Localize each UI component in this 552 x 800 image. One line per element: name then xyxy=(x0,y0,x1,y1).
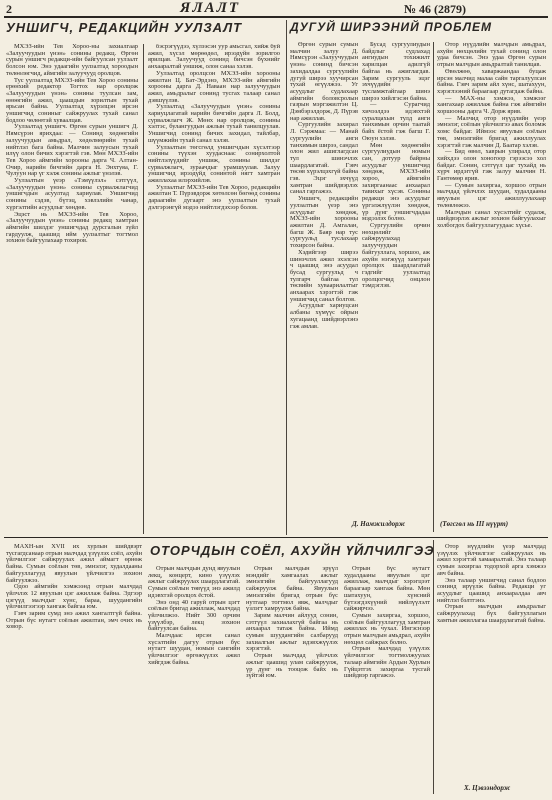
paragraph: Отрын малчдад үзүүлэх үйлчилгээг тогтмолжуулах талаар аймгийн Ардын Хурлын Гүйцэтгэх захиргаа тусгай шийдвэр гаргажээ. xyxy=(344,645,430,680)
paragraph: — Сурагчид хичээлдээ идэвхтэй суралцахын тулд анги танхимын орчин таатай байх ёстой гэж багш Г. Оюун хэлэв. xyxy=(362,101,430,142)
paragraph: Асуудлыг хариуцсан албаны хүмүүс ойрын хугацаанд шийдвэрлэнэ гэж амлав. xyxy=(290,302,358,330)
page-number: 2 xyxy=(6,2,12,16)
middle-article-signature: Д. Намжилдорж xyxy=(352,520,406,528)
bottom-article-signature: Х. Цэвээндорж xyxy=(464,784,511,792)
paragraph: Уулзалтад уншигч. Өргөн сурын уншигч Д. Нямсүрэн ярихдаа: — Сонинд хөдөөгийн залуучуудын амьдрал, хөдөлмөрийн тухай нийтлэл бага байна. Малчин залуусын тухай илүү олон бичих хэрэгтэй гэв. Мөн МХЭЗ-ийн Тев Хороо аймгийн хорооны дарга Ч. Алтан-Очир, нарийн бичгийн дарга Н. Энхтуяа, Г. Чулуун нар үг хэлж сонины ажлыг үнэлэв. xyxy=(6,123,138,178)
paragraph: МХЭЗ-ийн Тев Хороо-ны захиалгаар «Залуучуудын үнэн» сонины редакц. Өргөн сурын уншигч редакци-ийн байгуулсан уулзалт болсон юм. Энэ удаагийн уулзалтад хороодын төлөөлөгчид, аймгийн залуучууд оролцов. xyxy=(6,44,138,77)
paragraph: Сумын захиргаа, хоршоо, соёлын байгууллагууд хамтран ажиллах нь чухал. Ингэснээр отрын малчдын амьдрал, ахуйн нөхцөл сайжрах болно. xyxy=(344,611,430,646)
paragraph: Энэ онд 40 гаруй отрын цэгт соёлын бригад ажиллаж, малчдад үйлчилжээ. Нийт 300 орчим үзүүлбэр, лекц зохион байгуулсан байна. xyxy=(148,598,240,633)
paragraph: Малчдаас ирсэн санал хүсэлтийн дагуу отрын бүс нутагт шуудан, номын сангийн үйлчилгээг өргөжүүлэх ажил хийгдэж байна. xyxy=(148,632,240,666)
paragraph: Гэвч зарим сумд энэ ажил хангалтгүй байна. Отрын бүс нутагт соёлын ажилтан, эмч очих нь ховор. xyxy=(6,610,142,631)
column-divider xyxy=(286,20,287,535)
paragraph: Эцэст нь МХЭЗ-ийн Тев Хороо, «Залуучуудын үнэн» сонины редакц хамтран аймгийн шилдэг уншигчдад дурсгалын зүйл гардуулж, цаашид ийм уулзалтыг тогтмол зохион байгуулахаар тохиров. xyxy=(6,210,138,245)
paragraph: — Малчид отор нүүдлийн үеэр эмнэлэг, соёлын үйлчилгээ авах боломж хомс байдаг. Иймээс явуулын соёлын төв, эмнэлгийн бригад ажиллуулах хэрэгтэй гэж малчин Д. Баатар хэлэв. xyxy=(437,114,546,149)
bottom-headline: ОТОРЧДЫН СОЁЛ, АХУЙН ҮЙЛЧИЛГЭЭ xyxy=(150,543,435,558)
paragraph: Бусад сургуулиудын байдлыг судлахад ангиудын тохижилт харилцан адилгүй байгаа нь ажиглагдав. Зарим сургууль эцэг эхчүүдийн тусламжтайгаар шинэ ширээ хийлгэсэн байна. xyxy=(362,42,430,102)
masthead-rule xyxy=(4,16,548,18)
paragraph: Отрын бүс нутагт худалдааны явуулын цэг ажиллаж, малчдыг хэрэгцээт бараагаар хангаж байна. Мөн шатахуун, хүнсний бүтээгдэхүүний нийлүүлэлт сайжирчээ. xyxy=(344,566,430,613)
right-column xyxy=(437,42,546,512)
middle-article-col3 xyxy=(290,42,358,512)
middle-headline: ДУГУЙ ШИРЭЭНИЙ ПРОБЛЕМ xyxy=(290,20,492,34)
section-rule xyxy=(4,537,548,538)
paragraph: Энэ талаар уншигчид санал бодлоо сонинд ирүүлж байна. Редакци уг асуудлыг цаашид анхааралдаа авч нийтлэл бэлтгэнэ. xyxy=(437,576,546,604)
continuation-note: (Төгсгөл нь III нүүрт) xyxy=(440,520,509,528)
paragraph: Малчдын санал хүсэлтийг судалж, шийдвэрлэх ажлыг зохион байгуулахыг холбогдох байгууллагуудаас хүсье. xyxy=(437,208,546,229)
paragraph: Уулзалтын төгсгөлд уншигчдын хүсэлтээр сонины түүхэн хуудаснаас сонирхолтой нийтлэлүүдийг уншиж, сонины шилдэг сурвалжлагч, зураачдыг урамшуулав. Залуу уншигчид ирээдүйд сонинтой нягт хамтран ажиллахаа илэрхийлэв. xyxy=(148,143,280,185)
paragraph: — Сумын захиргаа, хоршоо отрын малчдад үйлчлэх шуудан, худалдааны явуулын цэг ажиллуулахаар төлөвлөжээ. xyxy=(437,181,546,209)
paragraph: Уулзалтад оролцсон МХЭЗ-ийн хорооны ажилтан Ц. Бат-Эрдэнэ, МХЭЗ-ийн аймгийн хорооны дарга Д. Наваан нар залуучуудын ажил, амьдралыг сонинд тусгах талаар санал дэвшүүлэв. xyxy=(148,69,280,104)
column-divider xyxy=(433,42,434,532)
left-headline: УНШИГЧ, РЕДАКЦИЙН УУЛЗАЛТ xyxy=(6,20,243,35)
newspaper-name: ЯЛАЛТ xyxy=(180,0,241,16)
paragraph: Уулзалтын үеэр «Тэмүүлэл» сэтгүүл, «Залуучуудын үнэн» сонины сурвалжлагчид уншигчдын асуултад хариулав. Уншигчид сонины сэдэв, бүтэц, хэвлэлийн чанар, хүргэлтийн асуудлыг хөндөв. xyxy=(6,177,138,211)
paragraph: Мөн хөдөөгийн сургуулиудын номын сан, дотуур байрны асуудлыг уншигчид хөндөж, МХЭЗ-ийн хороо, аймгийн захиргаанаас анхаарал тавихыг хүсэв. Сонины редакци энэ асуудлыг үргэлжлүүлэн хөндөж, үр дүнг уншигчдадаа мэдээлэх болно. xyxy=(362,141,430,223)
middle-article-col4 xyxy=(362,42,430,512)
paragraph: Уншигч, редакцийн уулзалтын үеэр энэ асуудлыг хөндөж, МХЭЗ-ийн хорооны ажилтан Д. Амгалан, багш Ж. Баяр нар тус сургуульд туслахаар тохирсон байна. xyxy=(290,195,358,250)
paragraph: Отрын малчдад үйлчлэх ажлыг цаашид улам сайжруулж, үр дүнг нь тооцож байх нь зүйтэй юм. xyxy=(246,652,338,680)
paragraph: Өргөн сурын сумын малчин залуу Д. Нямсүрэн «Залуучуудын үнэн» сонинд бичсэн захидалдаа сургуулийн дугуй ширээ хуучирсан тухай өгүүлжээ. Уг асуудлыг судлахаар аймгийн боловсролын газрын мэргэжилтэн Ц. Дэмбэрэлдорж, Д. Пүрэв нар ажиллав. xyxy=(290,42,358,122)
paragraph: Уулзалтад «Залуучуудын үнэн» сонины хариуцлагатай нарийн бичгийн дарга Л. Болд, сурвалжлагч Ж. Мөнх нар оролцож, сонины хэлтэс, булангуудын ажлын тухай танилцуулав. Уншигчид сонинд бичих захидал, тайлбар, шүүмжийн тухай санал хэлэв. xyxy=(148,103,280,144)
bottom-article-col1 xyxy=(6,544,142,794)
paragraph: МАХН-ын XVII их хурлын шийдвэрт тусгагдсанаар отрын малчдад үзүүлэх соёл, ахуйн үйлчилгээг сайжруулах ажил аймагт өрнөж байна. Сумын соёлын төв, эмнэлэг, худалдааны байгууллагууд явуулын үйлчилгээ зохион байгуулжээ. xyxy=(6,544,142,584)
bottom-article-col4 xyxy=(344,566,430,794)
issue-number: № 46 (2879) xyxy=(404,2,467,16)
paragraph: Отор нүүдлийн малчдын амьдрал, ахуйн нөхцөлийн тухай сонинд олон удаа бичсэн. Энэ удаа Өргөн сурын отрын малчдын амьдралтай танилцав. xyxy=(437,42,546,69)
paragraph: Отрын малчдын амьдралыг сайжруулахад бүх байгууллагын хамтын ажиллагаа шаардлагатай байна. xyxy=(437,603,546,624)
paragraph: Зарим малчин айлууд сонин, сэтгүүл захиалахгүй байгаа нь анхаарал татаж байна. Иймд сумын шуудангийн салбарууд захиалгын ажлыг идэвхжүүлэх хэрэгтэй. xyxy=(246,611,338,653)
column-divider xyxy=(143,44,144,534)
left-article-col1 xyxy=(6,44,138,534)
paragraph: Хэдийгээр ширээ шинэчлэх ажил эхэлсэн ч цаашид энэ асуудал бусад сургуульд ч тулгарч байгаа тул төсвийн хуваарилалтыг анхаарах хэрэгтэй гэж уншигчид санал болгов. xyxy=(290,248,358,303)
masthead xyxy=(0,0,552,18)
paragraph: — Бид өвөл, хаврын улиралд отор хийхдээ олон хоногоор гэрээсээ хол байдаг. Сонин, сэтгүүл цаг тухайд нь хүрч ирдэггүй гэж залуу малчин Н. Гантөмөр ярив. xyxy=(437,148,546,183)
paragraph: бэсрэгүүдээ, хүлээсэн уур амьсгал, хийж буй ажил, хүсэл мөрөөдөл, ирээдүйн зорилгоо ярилцав. Залуучууд сонинд бичсэн бүхнийг анхааралтай уншиж, олон санаа хэлэв. xyxy=(148,44,280,71)
paragraph: — МАХ-ны хэмжээ, хэмжээг хангахаар ажиллаж байна гэж аймгийн хоршооны дарга Ч. Дорж ярив. xyxy=(437,94,546,116)
bottom-article-col2 xyxy=(148,566,240,794)
paragraph: Отрын малчдын эрүүл мэндийг хамгаалах ажлыг эмнэлгийн байгууллагууд сайжруулж байна. Явуулын эмнэлгийн бригад отрын бүс нутгаар тогтмол явж, малчдыг үзлэгт хамруулж байна. xyxy=(246,566,338,613)
paragraph: Сургуулийн захирал Л. Сэржмаа: — Манай сургуулийн анги танхимын ширээ, сандал олон жил ашиглагдсан тул шинэчлэх шаардлагатай. Гэвч төсөв хүрэлцэхгүй байна гэв. Эцэг эхчүүд хамтран шийдвэрлэх санал гаргажээ. xyxy=(290,121,358,196)
paragraph: Уулзалтыг МХЭЗ-ийн Тев Хороо, редакцийн ажилтан Т. Пүрэвдорж хөтөлсөн бөгөөд сонины дараагийн дугаарт энэ уулзалтын тухай дэлгэрэнгүй мэдээ нийтлэгдэхээр болов. xyxy=(148,183,280,211)
bottom-article-col5 xyxy=(437,544,546,779)
paragraph: Одоо аймгийн хэмжээнд отрын малчдад үйлчлэх 12 явуулын цэг ажиллаж байна. Эдгээр цэгүүд малчдыг хүнс, бараа, шуудангийн үйлчилгээгээр хангаж байгаа юм. xyxy=(6,583,142,611)
paragraph: Сургуулийн орчин нөхцөлийг сайжруулахад залуучуудын байгууллага, хоршоо, аж ахуйн нэгжүүд хамтран оролцох шаардлагатай гэдгийг уулзалтад оролцогчид онцлон тэмдэглэв. xyxy=(362,221,430,290)
column-divider xyxy=(433,540,434,794)
paragraph: Отор нүүдлийн үеэр малчдад үзүүлэх үйлчилгээг сайжруулах нь ажил хэрэгтэй хамааралтай. Энэ талаар сумын захиргаа тодорхой арга хэмжээ авч байна. xyxy=(437,544,546,577)
paragraph: Отрын малчдын дунд явуулын лекц, концерт, кино үзүүлэх ажлыг сайжруулах шаардлагатай. Сумын соёлын төвүүд энэ ажилд идэвхтэй оролцох ёстой. xyxy=(148,566,240,599)
paragraph: Тус уулзалтад МХЭЗ-ийн Тев Хороо сонины ерөнхий редактор Тогтох нар оролцож «Залуучуудын үнэн» сонины туулсан зам, өнөөгийн ажил, цаашдын зорилтын тухай ярьсан байна. Уулзалтад хүрэлцэн ирсэн уншигчид сониныг сайжруулах тухай санал бодлоо чөлөөтэй хуваалцав. xyxy=(6,76,138,124)
left-article-col2 xyxy=(148,44,280,534)
bottom-article-col3 xyxy=(246,566,338,794)
paragraph: Өвөлжөө, хаваржаандаа буцаж ирсэн малчид малаа сайн таргалуулсан байна. Гэвч зарим айл хүнс, шатахуун, хэрэглээний бараагаар дутагдаж байна. xyxy=(437,67,546,95)
